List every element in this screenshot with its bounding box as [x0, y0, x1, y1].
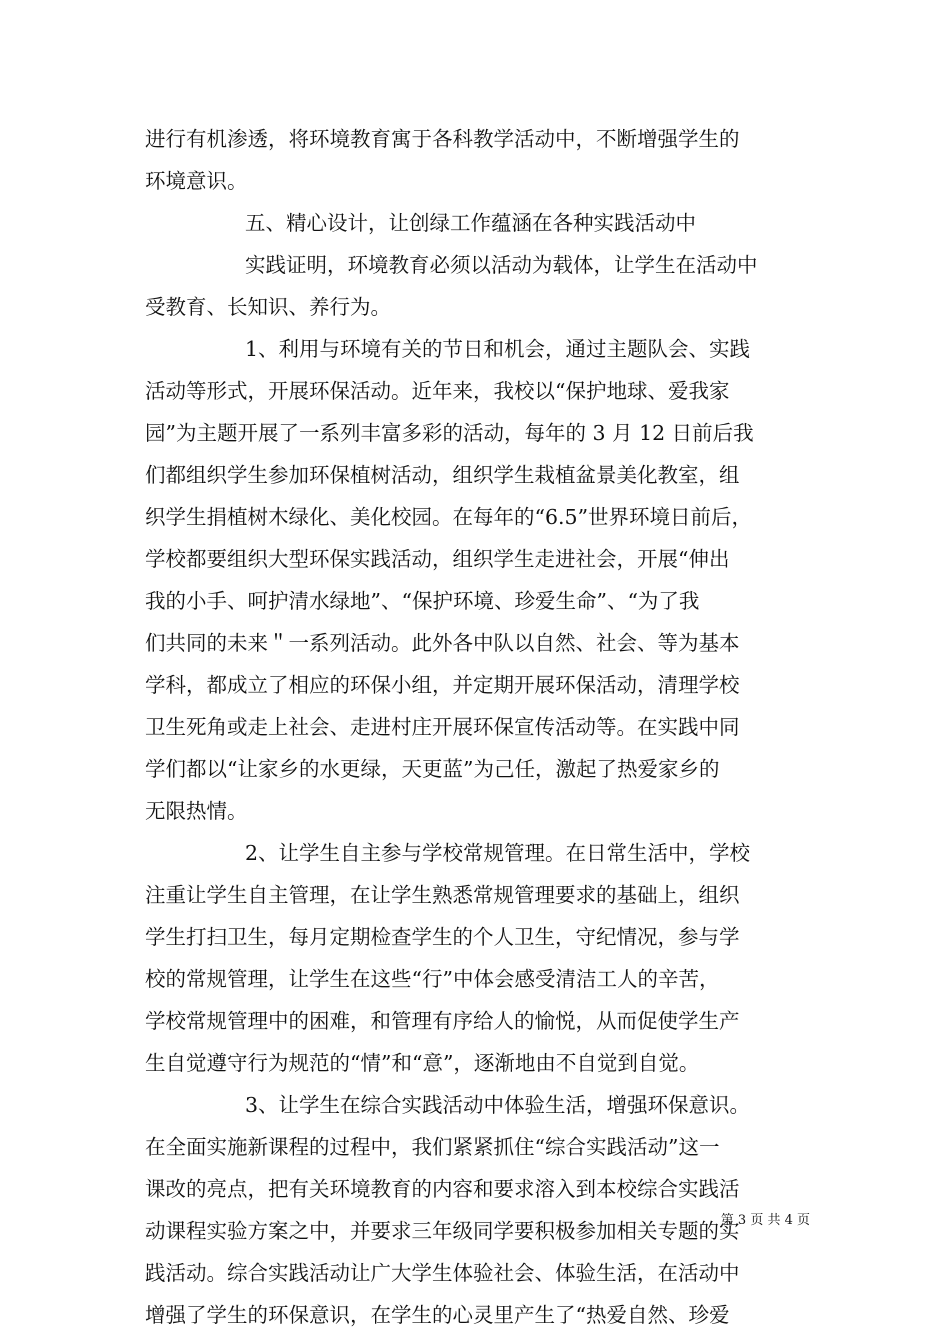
text-line: 学校都要组织大型环保实践活动，组织学生走进社会，开展“伸出 [145, 547, 730, 571]
text-line: 园”为主题开展了一系列丰富多彩的活动，每年的 3 月 12 日前后我 [145, 421, 754, 445]
text-line: 学们都以“让家乡的水更绿，天更蓝”为己任，激起了热爱家乡的 [145, 757, 720, 781]
text-line: 课改的亮点，把有关环境教育的内容和要求溶入到本校综合实践活 [145, 1177, 740, 1201]
text-line: 学科，都成立了相应的环保小组，并定期开展环保活动，清理学校 [145, 673, 740, 697]
text-line: 实践证明，环境教育必须以活动为载体，让学生在活动中 [245, 253, 758, 277]
text-line: 学生打扫卫生，每月定期检查学生的个人卫生，守纪情况，参与学 [145, 925, 740, 949]
text-line: 践活动。综合实践活动让广大学生体验社会、体验生活，在活动中 [145, 1261, 740, 1285]
text-line: 们都组织学生参加环保植树活动，组织学生栽植盆景美化教室，组 [145, 463, 740, 487]
section-heading: 五、精心设计，让创绿工作蕴涵在各种实践活动中 [245, 211, 696, 235]
text-line: 校的常规管理，让学生在这些“行”中体会感受清洁工人的辛苦， [145, 967, 720, 991]
page-number: 第 3 页 共 4 页 [720, 1213, 810, 1228]
text-line: 注重让学生自主管理，在让学生熟悉常规管理要求的基础上，组织 [145, 883, 740, 907]
text-line: 1、利用与环境有关的节日和机会，通过主题队会、实践 [245, 337, 751, 361]
text-line: 学校常规管理中的困难，和管理有序给人的愉悦，从而促使学生产 [145, 1009, 740, 1033]
text-line: 受教育、长知识、养行为。 [145, 295, 391, 319]
text-line: 活动等形式，开展环保活动。近年来，我校以“保护地球、爱我家 [145, 379, 730, 403]
text-line: 增强了学生的环保意识，在学生的心灵里产生了“热爱自然、珍爱 [145, 1303, 730, 1327]
body-text [145, 118, 810, 1336]
text-line: 3、让学生在综合实践活动中体验生活，增强环保意识。 [245, 1093, 751, 1117]
text-line: 卫生死角或走上社会、走进村庄开展环保宣传活动等。在实践中同 [145, 715, 740, 739]
text-line: 们共同的未来＂一系列活动。此外各中队以自然、社会、等为基本 [145, 631, 740, 655]
text-line: 织学生捐植树木绿化、美化校园。在每年的“6.5”世界环境日前后， [145, 505, 753, 529]
text-line: 生自觉遵守行为规范的“情”和“意”，逐渐地由不自觉到自觉。 [145, 1051, 700, 1075]
text-line: 环境意识。 [145, 169, 248, 193]
text-line: 我的小手、呵护清水绿地”、“保护环境、珍爱生命”、“为了我 [145, 589, 700, 613]
text-line: 无限热情。 [145, 799, 248, 823]
text-line: 2、让学生自主参与学校常规管理。在日常生活中，学校 [245, 841, 751, 865]
text-line: 进行有机渗透，将环境教育寓于各科教学活动中，不断增强学生的 [145, 127, 740, 151]
text-line: 在全面实施新课程的过程中，我们紧紧抓住“综合实践活动”这一 [145, 1135, 720, 1159]
text-line: 动课程实验方案之中，并要求三年级同学要积极参加相关专题的实 [145, 1219, 740, 1243]
